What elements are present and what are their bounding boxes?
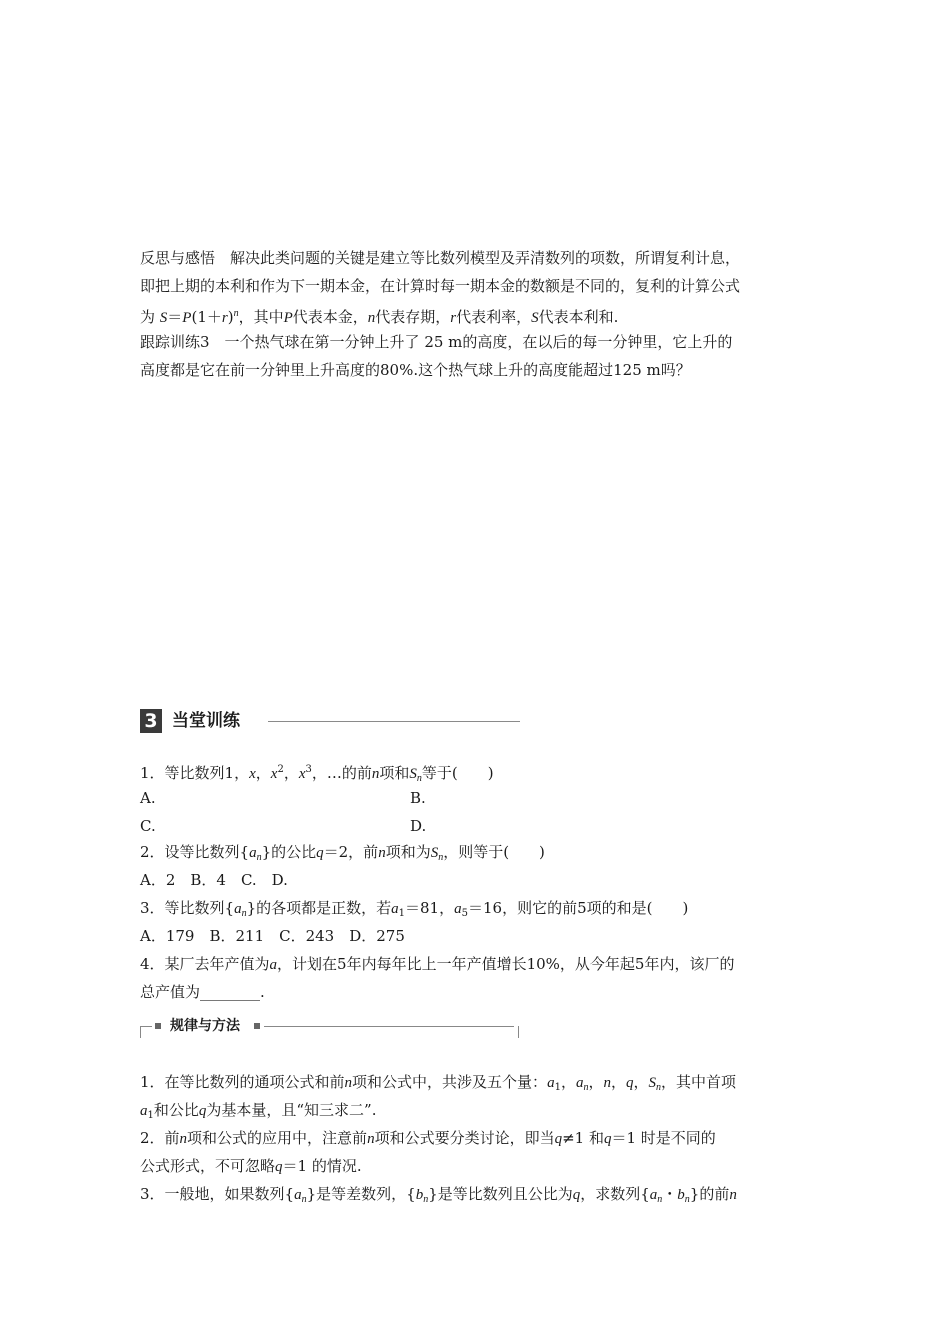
text: 2．前: [140, 1129, 180, 1147]
text: ，: [283, 764, 299, 782]
reflection-line-2: 即把上期的本利和作为下一期本金，在计算时每一期本金的数额是不同的，复利的计算公式: [140, 277, 741, 295]
text: ，: [560, 1073, 576, 1091]
text: 等于( ): [421, 764, 494, 782]
question-2-options[interactable]: A．2 B．4 C. D.: [140, 871, 288, 889]
text: ，: [255, 764, 271, 782]
var: x: [298, 766, 306, 782]
var: a: [249, 845, 257, 861]
box-corner: [140, 1026, 141, 1038]
text: ≠1 和: [562, 1129, 604, 1147]
text: ，其中首项: [661, 1073, 737, 1091]
var: x: [270, 766, 278, 782]
var: S: [531, 310, 539, 326]
var: S: [409, 766, 417, 782]
section-number: 3: [140, 709, 162, 733]
question-4-line-2: 总产值为________.: [140, 983, 265, 1001]
text: ＝1 时是不同的: [611, 1129, 716, 1147]
var: a: [547, 1075, 555, 1091]
text: ＝2，前: [323, 843, 379, 861]
var: x: [249, 766, 256, 782]
formula-var: S: [159, 310, 168, 326]
question-1: [140, 760, 494, 789]
text: 项和公式要分类讨论，即当: [374, 1129, 555, 1147]
text: }是等比数列且公比为: [428, 1185, 573, 1203]
method-item-2: [140, 1128, 716, 1149]
formula-var: P: [182, 310, 192, 326]
box-rule: [264, 1026, 514, 1027]
var: n: [179, 1131, 188, 1147]
text: ，求数列{: [580, 1185, 650, 1203]
section-divider: [268, 721, 520, 722]
option-a[interactable]: A.: [140, 789, 156, 807]
text: }的各项都是正数，若: [246, 899, 392, 917]
reflection-line-3: [140, 304, 618, 328]
var: n: [371, 766, 380, 782]
box-corner: [518, 1026, 519, 1038]
subscript: n: [438, 852, 444, 863]
var: q: [603, 1131, 612, 1147]
var: q: [572, 1187, 581, 1203]
method-item-1: [140, 1072, 736, 1098]
methods-box-header: [140, 1016, 520, 1038]
practice3-line-2: 高度都是它在前一分钟里上升高度的80%.这个热气球上升的高度能超过125 m吗？: [140, 361, 691, 379]
formula-op: (1＋: [191, 308, 222, 326]
question-1-options-row-1: [140, 788, 426, 808]
var: q: [625, 1075, 634, 1091]
method-item-1-line-2: [140, 1100, 377, 1126]
subscript: 1: [398, 908, 406, 919]
formula-op: ): [227, 308, 234, 326]
text: 项和公式中，共涉及五个量：: [352, 1073, 548, 1091]
text: ，: [610, 1073, 626, 1091]
text: }的公比: [261, 843, 317, 861]
text: 代表利率，: [456, 308, 532, 326]
option-b[interactable]: B.: [410, 789, 426, 807]
text: ，: [588, 1073, 604, 1091]
subscript: n: [657, 1194, 663, 1205]
var: a: [269, 957, 278, 973]
var: a: [575, 1075, 584, 1091]
text: 1．在等比数列的通项公式和前: [140, 1073, 345, 1091]
text: 和公比: [153, 1101, 199, 1119]
text: 为: [140, 308, 160, 326]
text: 代表本金，: [292, 308, 368, 326]
subscript: 1: [147, 1110, 154, 1121]
text: ・: [662, 1185, 678, 1203]
var: P: [283, 310, 293, 326]
var: a: [391, 901, 399, 917]
text: ，计划在5年内每年比上一年产值增长10%，从今年起5年内，该厂的: [277, 955, 735, 973]
text: ，则等于( ): [443, 843, 545, 861]
var: n: [367, 1131, 375, 1147]
option-d[interactable]: D.: [410, 817, 427, 835]
text: 3．一般地，如果数列{: [140, 1185, 295, 1203]
reflection-line-1: 反思与感悟 解决此类问题的关键是建立等比数列模型及弄清数列的项数，所谓复利计息，: [140, 249, 741, 267]
var: n: [603, 1075, 611, 1091]
var: a: [294, 1187, 302, 1203]
text: ＝81，: [405, 899, 455, 917]
subscript: n: [684, 1194, 690, 1205]
text: 代表本利和.: [538, 308, 619, 326]
subscript: n: [256, 852, 262, 863]
exponent: 3: [305, 764, 312, 775]
var: q: [316, 845, 324, 861]
subscript: n: [583, 1082, 589, 1093]
text: ＝1 的情况.: [282, 1157, 362, 1175]
subscript: n: [416, 773, 422, 784]
var: S: [430, 845, 439, 861]
text: 项和: [379, 764, 410, 782]
text: }的前: [689, 1185, 730, 1203]
var: q: [554, 1131, 563, 1147]
formula-exponent: n: [233, 308, 239, 319]
section-title: 当堂训练: [172, 711, 240, 731]
var: a: [234, 901, 242, 917]
question-4: [140, 954, 734, 975]
square-bullet-icon: [155, 1023, 161, 1029]
question-1-options-row-2: [140, 816, 427, 836]
var: r: [450, 310, 457, 326]
text: 4．某厂去年产值为: [140, 955, 270, 973]
var: a: [649, 1187, 658, 1203]
practice3-line-1: 跟踪训练3 一个热气球在第一分钟上升了 25 m的高度，在以后的每一分钟里，它上升的: [140, 333, 733, 351]
subscript: n: [241, 908, 247, 919]
var: q: [198, 1103, 207, 1119]
var: b: [677, 1187, 685, 1203]
var: a: [140, 1103, 148, 1119]
var: n: [344, 1075, 353, 1091]
section-header: [140, 709, 525, 733]
text: 公式形式，不可忽略: [140, 1157, 276, 1175]
method-item-3: [140, 1184, 737, 1210]
text: }是等差数列，{: [306, 1185, 416, 1203]
var: b: [415, 1187, 424, 1203]
subscript: n: [656, 1082, 661, 1093]
text: 3．等比数列{: [140, 899, 235, 917]
text: ，…的前: [311, 764, 372, 782]
text: ，: [633, 1073, 649, 1091]
exponent: 2: [277, 764, 284, 775]
var: n: [367, 310, 376, 326]
formula-op: ＝: [167, 308, 183, 326]
text: 代表存期，: [375, 308, 451, 326]
text: ，其中: [238, 308, 284, 326]
text: ＝16，则它的前5项的和是( ): [467, 899, 689, 917]
var: S: [648, 1075, 656, 1091]
text: 项和为: [385, 843, 431, 861]
text: 2．设等比数列{: [140, 843, 250, 861]
var: q: [275, 1159, 283, 1175]
var: n: [378, 845, 386, 861]
question-3-options[interactable]: A．179 B．211 C．243 D．275: [140, 927, 405, 945]
subscript: 1: [554, 1082, 561, 1093]
method-item-2-line-2: [140, 1156, 362, 1177]
subscript: 5: [461, 908, 468, 919]
square-bullet-icon: [254, 1023, 260, 1029]
formula-var: r: [221, 310, 228, 326]
question-3: [140, 898, 688, 924]
methods-title: 规律与方法: [170, 1018, 240, 1034]
text: 为基本量，且“知三求二”.: [206, 1101, 377, 1119]
subscript: n: [423, 1194, 429, 1205]
text: 1．等比数列1，: [140, 764, 250, 782]
subscript: n: [301, 1194, 307, 1205]
question-2: [140, 842, 545, 868]
option-c[interactable]: C.: [140, 817, 156, 835]
var: n: [729, 1187, 737, 1203]
box-rule: [140, 1026, 152, 1027]
var: a: [454, 901, 462, 917]
text: 项和公式的应用中，注意前: [187, 1129, 368, 1147]
